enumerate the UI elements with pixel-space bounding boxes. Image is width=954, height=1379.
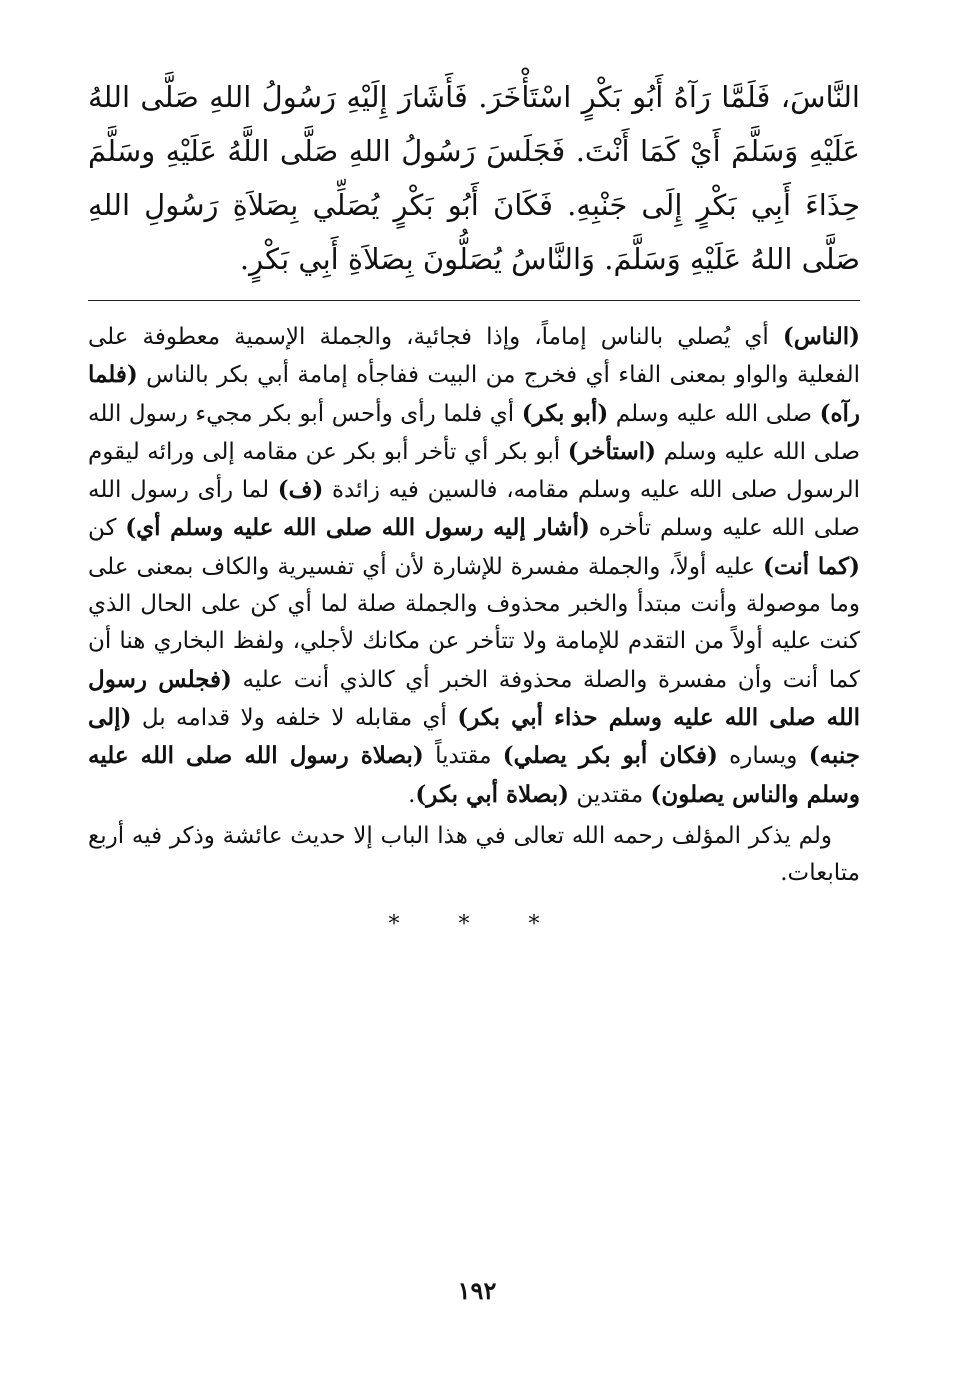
commentary-run: مقتدين — [569, 781, 651, 808]
hadith-text: النَّاسَ، فَلَمَّا رَآهُ أَبُو بَكْرٍ اسْتَأْخَرَ. فَأَشَارَ إِلَيْهِ رَسُولُ اللهِ صَلَّى اللهُ عَلَيْهِ وَسَلَّمَ أَيْ كَمَا أَنْتَ. فَجَلَسَ رَسُولُ اللهِ صَلَّى اللَّهُ عَلَيْهِ وسَلَّمَ حِذَاءَ أَبِي بَكْرٍ إِلَى جَنْبِهِ. فَكَانَ أَبُو بَكْرٍ يُصَلِّي بِصَلاَةِ رَسُولِ اللهِ صَلَّى اللهُ عَلَيْهِ وَسَلَّمَ. وَالنَّاسُ يُصَلُّونَ بِصَلاَةِ أَبِي بَكْرٍ. — [88, 80, 860, 276]
commentary-quote: (أبو بكر) — [521, 399, 609, 427]
commentary-text — [88, 318, 860, 814]
commentary-quote: (إلى جنبه) — [88, 703, 860, 770]
footnote-divider — [88, 300, 860, 301]
page-number: ١٩٢ — [457, 1276, 497, 1305]
commentary-quote: (كما أنت) — [762, 552, 860, 580]
commentary-run: . — [408, 781, 416, 808]
commentary-run: مقتدياً — [423, 743, 503, 770]
commentary-quote: (الناس) — [782, 323, 860, 350]
commentary-run: لما رأى رسول الله صلى الله عليه وسلم تأخره — [88, 477, 861, 542]
commentary-run: أي يُصلي بالناس إماماً، وإذا فجائية، والجملة الإسمية معطوفة على الفعلية والواو بمعنى الفاء أي فخرج من البيت ففاجأه إمامة أبي بكر بالناس — [88, 324, 860, 389]
commentary-run: أي مقابله لا خلفه ولا قدامه بل — [131, 704, 458, 731]
section-separator: * * * — [388, 912, 566, 937]
commentary-run: أي فلما رأى وأحس أبو بكر مجيء رسول الله صلى الله عليه وسلم — [88, 400, 860, 465]
commentary-quote: (فكان أبو بكر يصلي) — [502, 742, 718, 770]
commentary-quote: (فجلس رسول الله صلى الله عليه وسلم حذاء أبي بكر) — [88, 665, 860, 731]
commentary-quote: (استأخر) — [567, 437, 657, 465]
commentary-run: ويساره — [717, 743, 809, 770]
commentary-run: عليه أولاً، والجملة مفسرة للإشارة لأن أي تفسيرية والكاف بمعنى على وما موصولة وأنت مبتدأ والخبر محذوف والجملة صلة لما أي كن على الحال الذي كنت عليه أولاً من التقدم للإمامة ولا تتأخر عن مكانك لأجلي، ولفظ البخاري هنا أن كما أنت وأن مفسرة والصلة محذوفة الخبر أي كالذي أنت عليه — [88, 553, 861, 693]
commentary-run: صلى الله عليه وسلم — [608, 400, 820, 427]
commentary-quote: (أشار إليه رسول الله صلى الله عليه وسلم أي) — [125, 514, 590, 542]
commentary-quote: (بصلاة أبي بكر) — [415, 780, 570, 808]
commentary-run: أبو بكر أي تأخر أبو بكر عن مقامه إلى ورائه ليقوم الرسول صلى الله عليه وسلم مقامه، فالسين فيه زائدة — [88, 438, 861, 504]
commentary-quote: (بصلاة رسول الله صلى الله عليه وسلم والناس يصلون) — [88, 742, 860, 808]
closing-note: ولم يذكر المؤلف رحمه الله تعالى في هذا الباب إلا حديث عائشة وذكر فيه أربع متابعات. — [88, 823, 860, 887]
hadith-section — [88, 70, 860, 286]
commentary-quote: (ف) — [277, 476, 324, 504]
commentary-quote: (فلما رآه) — [88, 361, 860, 427]
commentary-run: كن — [88, 515, 126, 542]
